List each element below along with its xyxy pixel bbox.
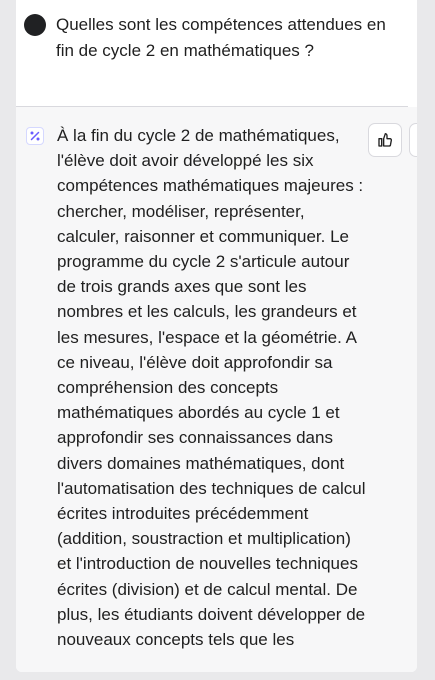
user-message xyxy=(16,0,417,106)
thumbs-up-icon xyxy=(377,132,393,148)
user-question-text: Quelles sont les compétences attendues en fin de cycle 2 en mathématiques ? xyxy=(56,15,386,60)
user-avatar-icon xyxy=(24,14,46,36)
assistant-logo-icon xyxy=(26,127,44,145)
thumbs-down-button[interactable] xyxy=(409,123,417,157)
assistant-answer-text: À la fin du cycle 2 de mathématiques, l'élève doit avoir développé les six compétences mathématiques majeures : chercher, modéliser, représenter, calculer, raisonner et communiquer. Le programme du cycle 2 s'articule autour de trois grands axes que sont les nombres et les calculs, les grandeurs et les mesures, l'espace et la géométrie. A ce niveau, l'élève doit approfondir sa compréhension des concepts mathématiques abordés au cycle 1 et approfondir ses connaissances dans divers domaines mathématiques, dont l'automatisation des techniques de calcul écrites introduites précédemment (addition, soustraction et multiplication) et l'introduction de nouvelles techniques écrites (division) et de calcul mental. De plus, les étudiants doivent développer de nouveaux concepts tels que les xyxy=(57,126,366,650)
assistant-message xyxy=(16,107,417,672)
chat-card xyxy=(16,0,417,672)
thumbs-up-button[interactable] xyxy=(368,123,402,157)
